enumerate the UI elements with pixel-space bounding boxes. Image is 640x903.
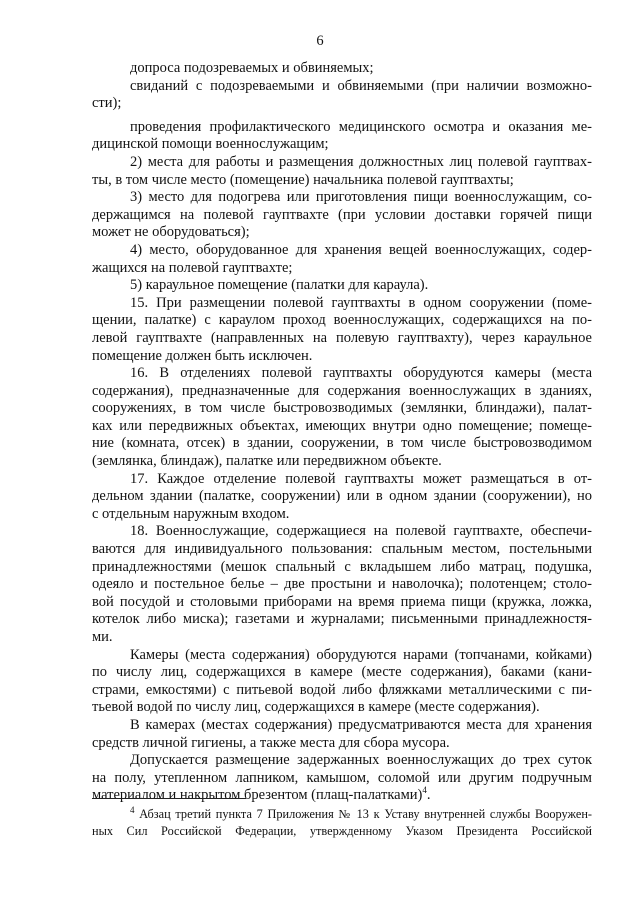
text-line: помещение должен быть исключен. [92, 347, 313, 364]
text-line: В камерах (местах содержания) предусматриваются места для хранения [130, 716, 592, 733]
text-line: ках или передвижных объектах, имеющих внутри одно помещение; помеще- [92, 417, 592, 434]
page-number: 6 [316, 33, 324, 49]
text-line: сооружениях, в том числе быстровозводимых (землянки, блиндажи), палат- [92, 400, 592, 417]
text-line: 3) место для подогрева или приготовления пищи военнослужащим, со- [130, 189, 592, 206]
footnote [92, 806, 592, 839]
text-line: на полу, утепленном лапником, камышом, соломой или другим подручным [92, 769, 592, 786]
text-line: ты, в том числе место (помещение) начальника полевой гауптвахты; [92, 171, 514, 188]
text-line: ваются для индивидуального пользования: спальным местом, постельными [92, 541, 592, 558]
text-line: Камеры (места содержания) оборудуются нарами (топчанами, койками) [130, 646, 592, 663]
footnote-line: ных Сил Российской Федерации, утвержденному Указом Президента Российской [92, 823, 592, 838]
line-end-period: . [426, 787, 431, 804]
text-line: жащихся на полевой гауптвахте; [92, 259, 293, 276]
text-line: с отдельным наружным входом. [92, 505, 290, 522]
text-line: тьевой водой по числу лиц, содержащихся в камере (месте содержания). [92, 699, 540, 716]
text-line [92, 787, 592, 805]
text-line: котелок либо миска); газетами и журналами; письменными принадлежностя- [92, 611, 592, 628]
text-line: 16. В отделениях полевой гауптвахты оборудуются камеры (места [130, 365, 592, 382]
text-line: ми. [92, 629, 113, 645]
text-line: содержания), предназначенные для содержания военнослужащих в зданиях, [92, 382, 592, 399]
text-line: может не оборудоваться); [92, 224, 250, 241]
text-line: по числу лиц, содержащихся в камере (месте содержания), баками (кани- [92, 664, 592, 681]
text-line: средств личной гигиены, а также места для сбора мусора. [92, 734, 450, 751]
document-body [92, 60, 592, 805]
text-line: страми, емкостями) с питьевой водой либо фляжками металлическими с пи- [92, 681, 592, 698]
text-line: щении, палатке) с караулом проход военнослужащих, содержащихся на по- [92, 312, 592, 329]
text-line: вой посудой и столовыми приборами на время приема пищи (кружка, ложка, [92, 593, 592, 610]
text-line: ние (комната, отсек) в здании, сооружении, в том числе быстровозводимом [92, 435, 592, 452]
text-line: держащимся на полевой гауптвахте (при условии доставки горячей пищи [92, 206, 592, 223]
text-line: дельном здании (палатке, сооружении) или в одном здании (сооружении), но [92, 488, 592, 505]
text-line: проведения профилактического медицинского осмотра и оказания ме- [130, 118, 592, 135]
text-line: Допускается размещение задержанных военнослужащих до трех суток [130, 752, 592, 769]
footnote-line [92, 806, 592, 823]
footnote-separator [92, 798, 246, 799]
text-line: левой гауптвахте (направленных на полевую гауптвахту), через караульное [92, 329, 592, 346]
text-line: 17. Каждое отделение полевой гауптвахты может размещаться в от- [130, 470, 592, 487]
text-line-content: материалом и накрытом брезентом (плащ-палатками) [92, 787, 423, 804]
text-line: принадлежностями (мешок спальный с вкладышем либо матрац, подушка, [92, 558, 592, 575]
text-line: 18. Военнослужащие, содержащиеся на полевой гауптвахте, обеспечи- [130, 523, 592, 540]
text-line: 4) место, оборудованное для хранения вещей военнослужащих, содер- [130, 241, 592, 258]
text-line: 15. При размещении полевой гауптвахты в одном сооружении (поме- [130, 294, 592, 311]
text-line: 5) караульное помещение (палатки для караула). [130, 277, 429, 294]
footnote-marker: 4 [130, 804, 135, 815]
text-line: свиданий с подозреваемыми и обвиняемыми (при наличии возможно- [130, 77, 592, 94]
text-line: сти); [92, 95, 122, 112]
footnote-reference: 4 [422, 785, 427, 796]
text-line: (землянка, блиндаж), палатке или передвижном объекте. [92, 453, 442, 470]
footnote-text: Абзац третий пункта 7 Приложения № 13 к Уставу внутренней службы Вооружен- [139, 807, 592, 821]
text-line: одеяло и постельное белье – две простыни и наволочка); полотенцем; столо- [92, 576, 592, 593]
text-line: 2) места для работы и размещения должностных лиц полевой гауптвах- [130, 153, 592, 170]
text-line: дицинской помощи военнослужащим; [92, 136, 329, 153]
text-line: допроса подозреваемых и обвиняемых; [130, 60, 374, 76]
